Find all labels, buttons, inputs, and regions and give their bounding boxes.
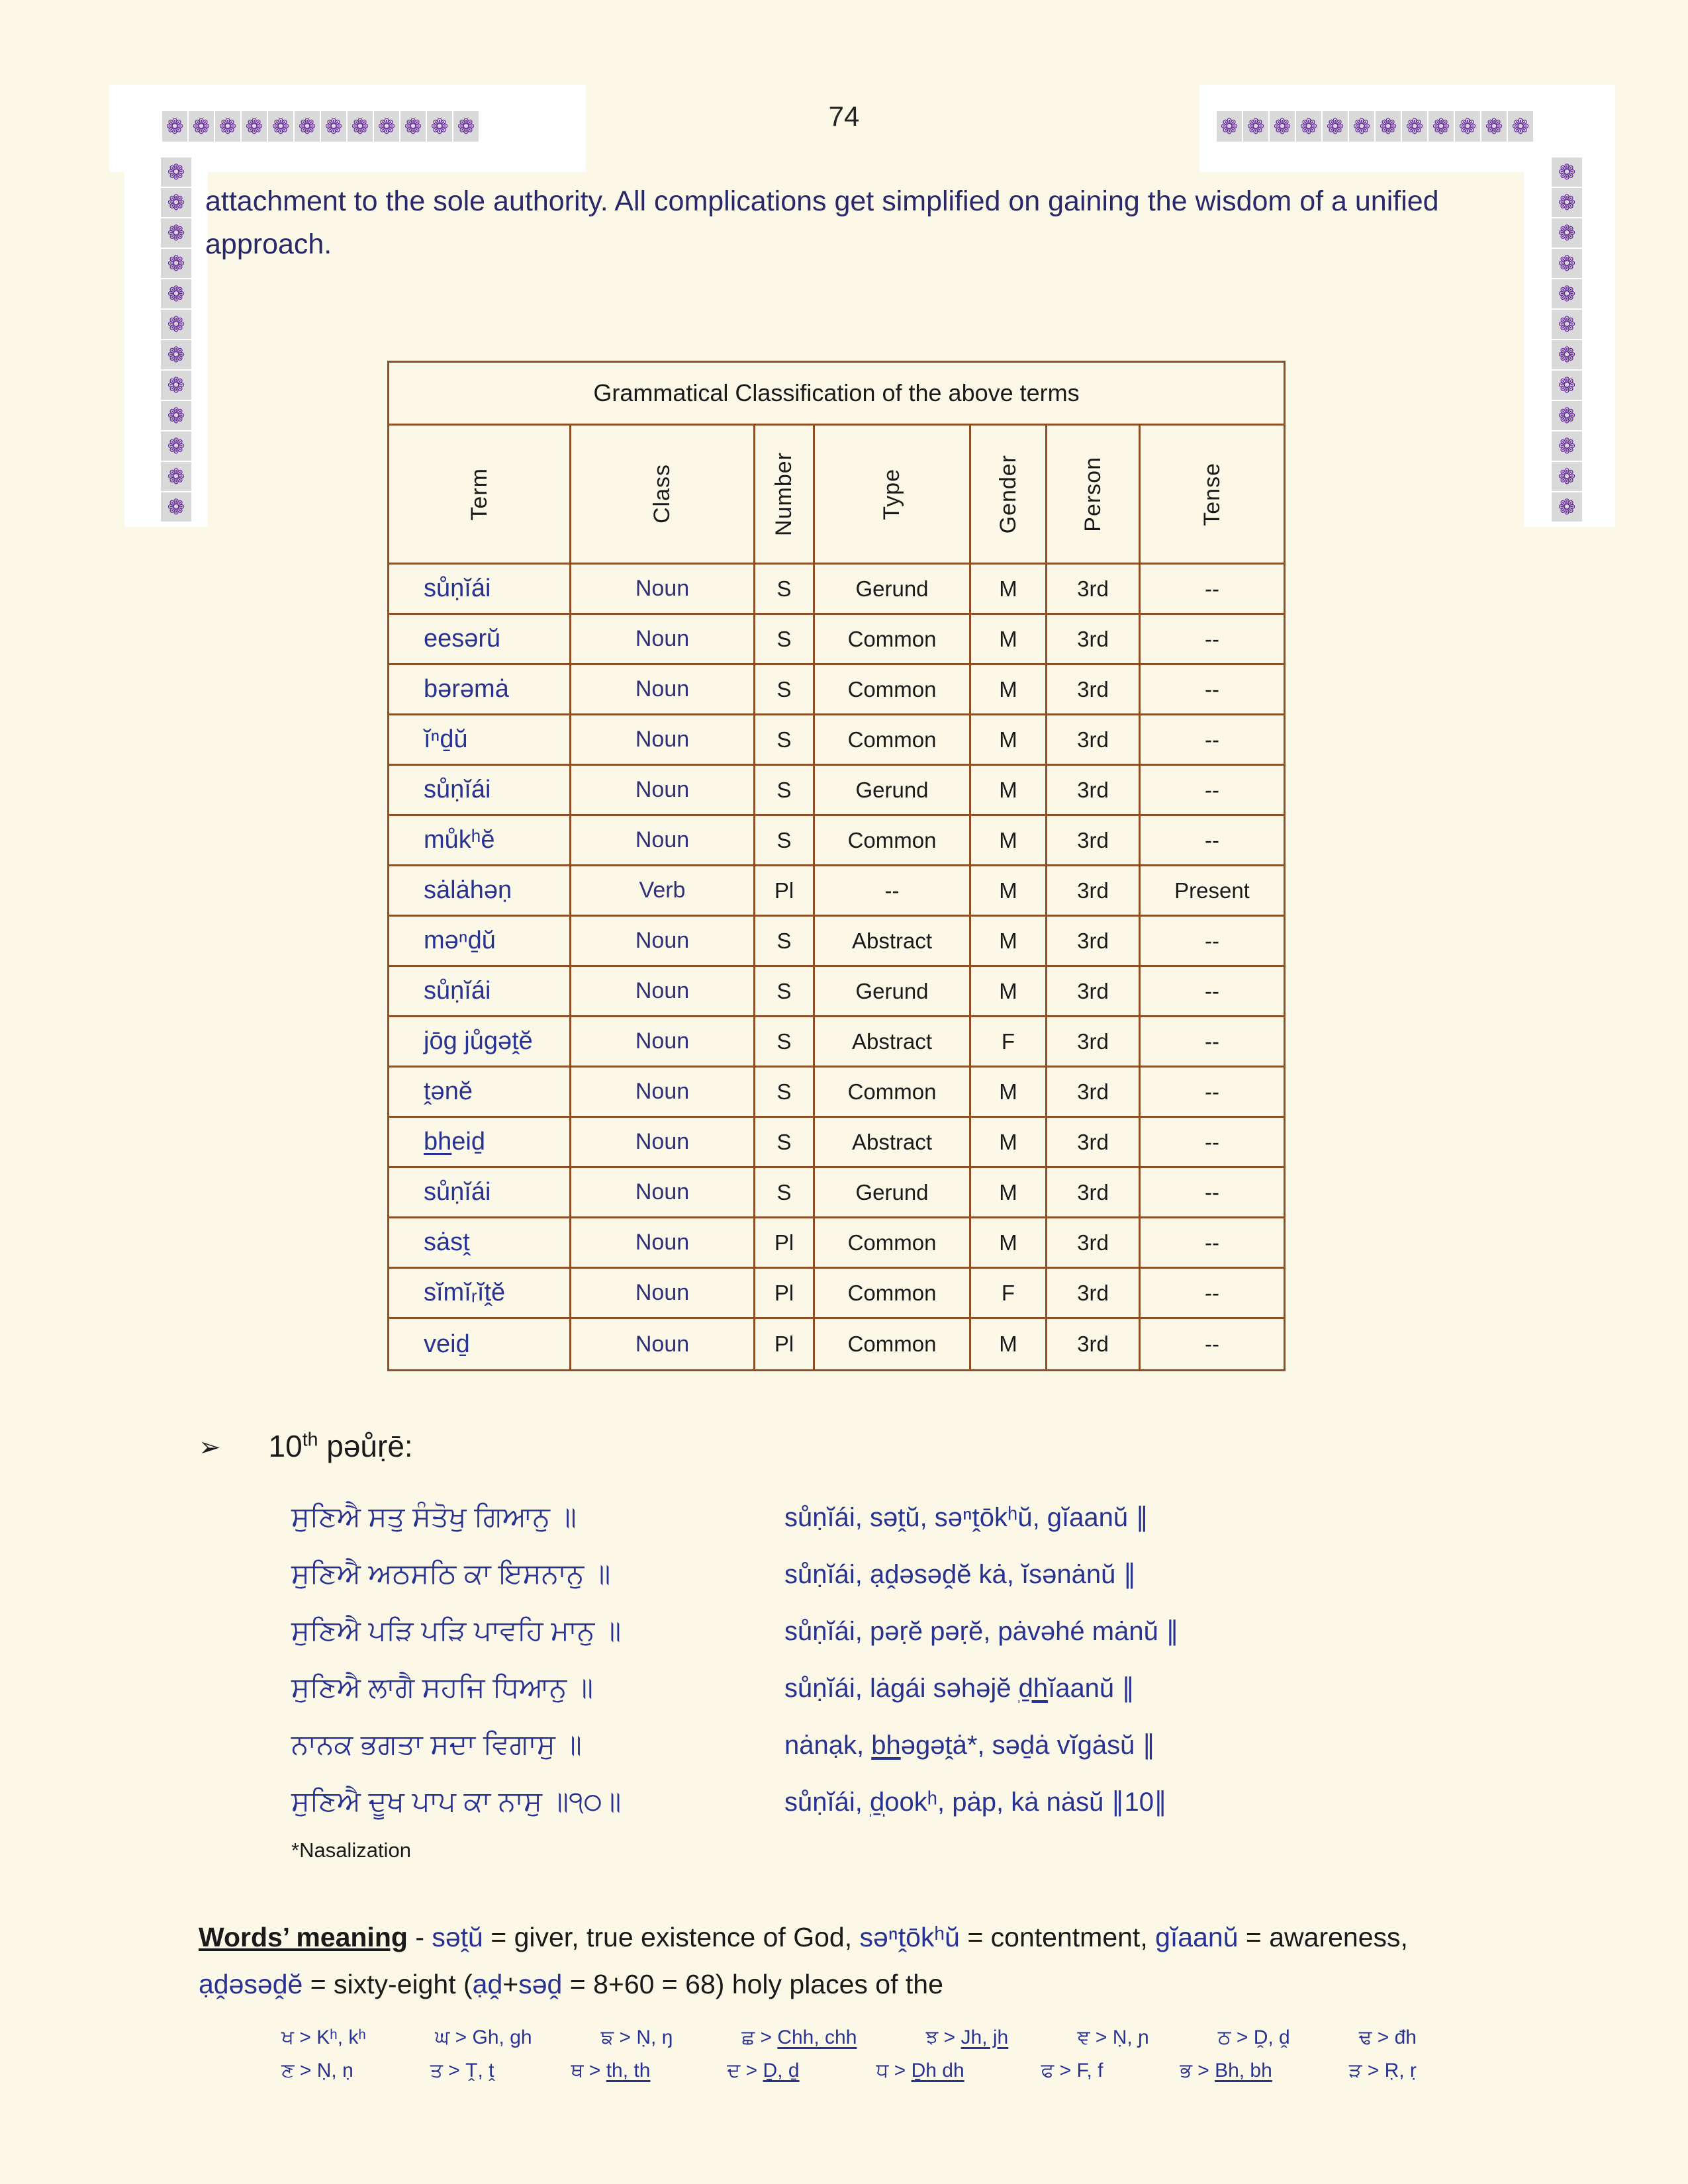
term-cell: sůṇĭái (389, 766, 571, 816)
flower-icon: ❁ (1552, 340, 1582, 369)
flower-icon: ❁ (161, 371, 191, 400)
transliteration-text: nȧnạk, bhəgəṱȧ*, səḏȧ vĭgȧsŭ ∥ (784, 1731, 1156, 1760)
transliteration-text: sůṇĭái, pəṛĕ pəṛĕ, pȧvəhé mȧnŭ ∥ (784, 1617, 1179, 1646)
flower-icon: ❁ (427, 111, 452, 142)
flower-icon: ❁ (161, 158, 191, 187)
class-cell: Noun (571, 565, 755, 615)
gurmukhi-text: ਸੁਣਿਐ ਸਤੁ ਸੰਤੋਖੁ ਗਿਆਨੁ ॥ (291, 1501, 577, 1532)
latin-equivalent: Ṱ, ṱ (465, 2060, 494, 2081)
flower-icon: ❁ (1349, 111, 1374, 142)
class-cell: Noun (571, 1068, 755, 1118)
type-cell: Common (815, 1218, 971, 1269)
flower-icon: ❁ (161, 188, 191, 217)
legend-item: ਢ > đh (1358, 2026, 1417, 2048)
gurmukhi-letter: ਞ (1077, 2026, 1090, 2048)
shabad-line (291, 1672, 1364, 1729)
type-cell: Abstract (815, 1017, 971, 1068)
flower-icon: ❁ (1552, 310, 1582, 339)
type-cell: Common (815, 665, 971, 715)
table-row (389, 715, 1284, 766)
term-cell: sůṇĭái (389, 1168, 571, 1218)
gurmukhi-letter: ਦ (727, 2060, 741, 2081)
number-cell: S (755, 565, 815, 615)
legend-item: ਙ > Ṇ, ŋ (600, 2026, 673, 2048)
gurmukhi-letter: ੜ (1348, 2060, 1362, 2081)
table-row (389, 1218, 1284, 1269)
person-cell: 3rd (1047, 615, 1141, 665)
gurmukhi-letter: ਙ (600, 2026, 614, 2048)
flower-icon: ❁ (161, 462, 191, 491)
class-cell: Noun (571, 1319, 755, 1369)
transliteration-text: sůṇĭái, ạḓəsəḓĕ kȧ, ĭsənȧnŭ ∥ (784, 1560, 1137, 1589)
gender-cell: M (971, 917, 1047, 967)
flower-icon: ❁ (1296, 111, 1321, 142)
class-cell: Verb (571, 866, 755, 917)
legend-item: ਦ > Ḏ, ḏ (727, 2060, 800, 2081)
legend-item: ਞ > Ṇ, ɲ (1077, 2026, 1149, 2048)
term-cell: eesərŭ (389, 615, 571, 665)
legend-item: ਧ > Ḏh dh (876, 2060, 964, 2081)
table-body (389, 565, 1284, 1369)
tense-cell: -- (1141, 917, 1284, 967)
tense-cell: -- (1141, 1218, 1284, 1269)
person-cell: 3rd (1047, 1319, 1141, 1369)
gurmukhi-letter: ਠ (1217, 2026, 1231, 2048)
number-cell: S (755, 766, 815, 816)
latin-equivalent: Ṇ, ṇ (316, 2060, 353, 2081)
flower-icon: ❁ (161, 401, 191, 430)
flower-icon: ❁ (268, 111, 293, 142)
flower-icon: ❁ (321, 111, 346, 142)
tense-cell: -- (1141, 1269, 1284, 1319)
gurmukhi-letter: ਥ (571, 2060, 584, 2081)
class-cell: Noun (571, 665, 755, 715)
type-cell: Abstract (815, 1118, 971, 1168)
flower-icon: ❁ (295, 111, 320, 142)
latin-equivalent: Ṛ, ṛ (1384, 2060, 1417, 2081)
table-row (389, 1319, 1284, 1369)
gender-cell: F (971, 1269, 1047, 1319)
flower-icon: ❁ (215, 111, 240, 142)
flower-icon: ❁ (1402, 111, 1427, 142)
legend-item: ਠ > Ḓ, ḓ (1217, 2026, 1290, 2048)
table-row (389, 816, 1284, 866)
person-cell: 3rd (1047, 1269, 1141, 1319)
table-row (389, 665, 1284, 715)
gurmukhi-letter: ਛ (741, 2026, 755, 2048)
type-cell: Abstract (815, 917, 971, 967)
class-cell: Noun (571, 1118, 755, 1168)
flower-icon: ❁ (161, 218, 191, 248)
latin-equivalent: th, th (606, 2060, 651, 2081)
term-cell: sůṇĭái (389, 565, 571, 615)
term-cell: sȧlȧhəṇ (389, 866, 571, 917)
flower-icon: ❁ (1552, 401, 1582, 430)
legend-item: ਖ > Kʰ, kʰ (281, 2026, 366, 2048)
latin-equivalent: Ḏ, ḏ (763, 2060, 800, 2081)
flower-icon: ❁ (1552, 432, 1582, 461)
gender-cell: M (971, 967, 1047, 1017)
tense-cell: -- (1141, 1168, 1284, 1218)
flower-icon: ❁ (374, 111, 399, 142)
flower-icon: ❁ (1552, 279, 1582, 308)
flower-icon: ❁ (1508, 111, 1533, 142)
words-meaning-paragraph: Words’ meaning - səṱŭ = giver, true existence of God, səⁿṱōkʰŭ = contentment, gĭaanŭ = awareness, ạḓəsəḓĕ = sixty-eight (ạḓ+səḓ = 8+60 = 68) holy places of the (199, 1922, 1408, 1999)
number-cell: S (755, 1168, 815, 1218)
flower-icon: ❁ (161, 340, 191, 369)
latin-equivalent: Chh, chh (777, 2026, 857, 2048)
gender-cell: M (971, 565, 1047, 615)
legend-item: ਥ > th, th (571, 2060, 651, 2081)
legend-item: ਛ > Chh, chh (741, 2026, 857, 2048)
page-number: 74 (828, 101, 860, 132)
person-cell: 3rd (1047, 967, 1141, 1017)
flower-icon: ❁ (161, 279, 191, 308)
gurmukhi-letter: ਢ (1358, 2026, 1372, 2048)
column-header-class: Class (571, 426, 755, 565)
legend-row (281, 2026, 1417, 2049)
flower-icon: ❁ (189, 111, 214, 142)
shabad-line (291, 1786, 1364, 1843)
flower-icon: ❁ (400, 111, 426, 142)
tense-cell: -- (1141, 565, 1284, 615)
gender-cell: M (971, 1319, 1047, 1369)
number-cell: S (755, 665, 815, 715)
type-cell: Gerund (815, 766, 971, 816)
transliteration-text: sůṇĭái, səṱŭ, səⁿṱōkʰŭ, gĭaanŭ ∥ (784, 1503, 1149, 1532)
term-cell: ṱənĕ (389, 1068, 571, 1118)
number-cell: S (755, 967, 815, 1017)
table-row (389, 1017, 1284, 1068)
legend-item: ਫ > F, f (1041, 2060, 1103, 2081)
person-cell: 3rd (1047, 665, 1141, 715)
gender-cell: M (971, 866, 1047, 917)
gurmukhi-letter: ਧ (876, 2060, 889, 2081)
number-cell: S (755, 1118, 815, 1168)
nasalization-note: *Nasalization (291, 1839, 411, 1862)
shabad-line (291, 1501, 1364, 1558)
table-row (389, 1269, 1284, 1319)
flower-icon: ❁ (1552, 218, 1582, 248)
table-row (389, 615, 1284, 665)
class-cell: Noun (571, 766, 755, 816)
gender-cell: M (971, 766, 1047, 816)
gurmukhi-text: ਸੁਣਿਐ ਦੂਖ ਪਾਪ ਕਾ ਨਾਸੁ ॥੧੦॥ (291, 1786, 622, 1817)
class-cell: Noun (571, 1218, 755, 1269)
table-row (389, 1068, 1284, 1118)
tense-cell: -- (1141, 766, 1284, 816)
type-cell: -- (815, 866, 971, 917)
person-cell: 3rd (1047, 917, 1141, 967)
term-cell: bh eiḏ (389, 1118, 571, 1168)
gurmukhi-text: ਸੁਣਿਐ ਲਾਗੈ ਸਹਜਿ ਧਿਆਨੁ ॥ (291, 1672, 594, 1703)
table-row (389, 1118, 1284, 1168)
shabad-line (291, 1558, 1364, 1615)
person-cell: 3rd (1047, 816, 1141, 866)
transliteration-text: sůṇĭái, lȧgái səhəjĕ ḏhĭaanŭ ∥ (784, 1674, 1135, 1703)
legend-item: ਭ > Bh, bh (1180, 2060, 1272, 2081)
number-cell: S (755, 816, 815, 866)
legend-item: ਘ > Gh, gh (434, 2026, 532, 2048)
gender-cell: M (971, 1068, 1047, 1118)
flower-icon: ❁ (1552, 158, 1582, 187)
term-cell: veiḏ (389, 1319, 571, 1369)
latin-equivalent: Bh, bh (1215, 2060, 1272, 2081)
class-cell: Noun (571, 615, 755, 665)
number-cell: Pl (755, 1319, 815, 1369)
tense-cell: -- (1141, 615, 1284, 665)
term-cell: sůṇĭái (389, 967, 571, 1017)
tense-cell: Present (1141, 866, 1284, 917)
table-row (389, 917, 1284, 967)
gurmukhi-letter: ਣ (281, 2060, 295, 2081)
column-header-person: Person (1047, 426, 1141, 565)
flower-border-left (161, 158, 191, 522)
flower-icon: ❁ (1552, 462, 1582, 491)
number-cell: Pl (755, 1269, 815, 1319)
gurmukhi-letter: ਫ (1041, 2060, 1055, 2081)
latin-equivalent: Ṇ, ɲ (1112, 2026, 1149, 2048)
flower-icon: ❁ (1376, 111, 1401, 142)
term-cell: məⁿḏŭ (389, 917, 571, 967)
tense-cell: -- (1141, 816, 1284, 866)
flower-icon: ❁ (348, 111, 373, 142)
flower-icon: ❁ (1552, 371, 1582, 400)
flower-icon: ❁ (453, 111, 479, 142)
person-cell: 3rd (1047, 1017, 1141, 1068)
latin-equivalent: F, f (1076, 2060, 1103, 2081)
flower-icon: ❁ (162, 111, 187, 142)
shabad-line (291, 1729, 1364, 1786)
gender-cell: M (971, 1168, 1047, 1218)
flower-icon: ❁ (1455, 111, 1480, 142)
latin-equivalent: Ḏh dh (911, 2060, 964, 2081)
latin-equivalent: Kʰ, kʰ (316, 2026, 366, 2048)
tense-cell: -- (1141, 665, 1284, 715)
column-header-term: Term (389, 426, 571, 565)
table-row (389, 766, 1284, 816)
gender-cell: M (971, 665, 1047, 715)
number-cell: S (755, 917, 815, 967)
shabad-line (291, 1615, 1364, 1672)
flower-icon: ❁ (161, 492, 191, 522)
flower-icon: ❁ (1552, 492, 1582, 522)
column-header-type: Type (815, 426, 971, 565)
latin-equivalent: đh (1394, 2026, 1417, 2048)
class-cell: Noun (571, 816, 755, 866)
gender-cell: M (971, 615, 1047, 665)
legend-item: ਤ > Ṱ, ṱ (430, 2060, 494, 2081)
legend-item: ਝ > Jh, jh (925, 2026, 1009, 2048)
person-cell: 3rd (1047, 1218, 1141, 1269)
number-cell: S (755, 1017, 815, 1068)
flower-icon: ❁ (1552, 249, 1582, 278)
gurmukhi-letter: ਖ (281, 2026, 295, 2048)
column-header-tense: Tense (1141, 426, 1284, 565)
table-row (389, 866, 1284, 917)
gurmukhi-letter: ਘ (434, 2026, 450, 2048)
arrow-bullet-icon: ➢ (199, 1433, 221, 1462)
transliteration-text: sůṇĭái, ḏookʰ, pȧp, kȧ nȧsŭ ∥10∥ (784, 1788, 1167, 1817)
gurmukhi-text: ਨਾਨਕ ਭਗਤਾ ਸਦਾ ਵਿਗਾਸੁ ॥ (291, 1729, 582, 1760)
type-cell: Common (815, 1319, 971, 1369)
person-cell: 3rd (1047, 715, 1141, 766)
flower-icon: ❁ (1270, 111, 1295, 142)
tense-cell: -- (1141, 715, 1284, 766)
intro-paragraph: attachment to the sole authority. All complications get simplified on gaining the wisdom of a unified approach. (205, 185, 1439, 260)
type-cell: Common (815, 715, 971, 766)
class-cell: Noun (571, 1269, 755, 1319)
flower-icon: ❁ (161, 310, 191, 339)
paurhi-heading (199, 1428, 413, 1464)
person-cell: 3rd (1047, 766, 1141, 816)
class-cell: Noun (571, 917, 755, 967)
table-row (389, 1168, 1284, 1218)
paurhi-heading-text: 10th pəůṛē: (268, 1429, 413, 1463)
class-cell: Noun (571, 967, 755, 1017)
term-cell: sȧsṱ (389, 1218, 571, 1269)
type-cell: Gerund (815, 565, 971, 615)
type-cell: Common (815, 615, 971, 665)
gender-cell: F (971, 1017, 1047, 1068)
gender-cell: M (971, 715, 1047, 766)
flower-icon: ❁ (1481, 111, 1507, 142)
flower-icon: ❁ (161, 432, 191, 461)
gurmukhi-letter: ਭ (1180, 2060, 1192, 2081)
number-cell: S (755, 715, 815, 766)
type-cell: Common (815, 816, 971, 866)
legend-row (281, 2060, 1417, 2082)
gender-cell: M (971, 816, 1047, 866)
class-cell: Noun (571, 715, 755, 766)
number-cell: S (755, 615, 815, 665)
latin-equivalent: Gh, gh (472, 2026, 532, 2048)
table-header-row (389, 426, 1284, 565)
legend-item: ੜ > Ṛ, ṛ (1348, 2060, 1417, 2081)
type-cell: Gerund (815, 967, 971, 1017)
table-row (389, 565, 1284, 615)
person-cell: 3rd (1047, 1168, 1141, 1218)
latin-equivalent: Jh, jh (961, 2026, 1009, 2048)
term-cell: ĭⁿḏŭ (389, 715, 571, 766)
column-header-number: Number (755, 426, 815, 565)
number-cell: Pl (755, 1218, 815, 1269)
number-cell: S (755, 1068, 815, 1118)
gurmukhi-text: ਸੁਣਿਐ ਅਠਸਠਿ ਕਾ ਇਸਨਾਨੁ ॥ (291, 1558, 611, 1589)
legend-item: ਣ > Ṇ, ṇ (281, 2060, 353, 2081)
number-cell: Pl (755, 866, 815, 917)
tense-cell: -- (1141, 1017, 1284, 1068)
type-cell: Common (815, 1269, 971, 1319)
term-cell: bərəmȧ (389, 665, 571, 715)
class-cell: Noun (571, 1017, 755, 1068)
class-cell: Noun (571, 1168, 755, 1218)
term-cell: jōg jůgəṱĕ (389, 1017, 571, 1068)
latin-equivalent: Ḓ, ḓ (1253, 2026, 1290, 2048)
person-cell: 3rd (1047, 1068, 1141, 1118)
person-cell: 3rd (1047, 1118, 1141, 1168)
phonetic-legend (281, 2026, 1417, 2093)
flower-icon: ❁ (161, 249, 191, 278)
gurmukhi-text: ਸੁਣਿਐ ਪੜਿ ਪੜਿ ਪਾਵਹਿ ਮਾਨੁ ॥ (291, 1615, 622, 1646)
tense-cell: -- (1205, 1332, 1219, 1356)
person-cell: 3rd (1047, 565, 1141, 615)
tense-cell: -- (1141, 1118, 1284, 1168)
shabad-block (291, 1501, 1364, 1843)
column-header-gender: Gender (971, 426, 1047, 565)
person-cell: 3rd (1047, 866, 1141, 917)
gurmukhi-letter: ਝ (925, 2026, 939, 2048)
tense-cell: -- (1141, 1068, 1284, 1118)
tense-cell: -- (1141, 967, 1284, 1017)
flower-icon: ❁ (1552, 188, 1582, 217)
type-cell: Gerund (815, 1168, 971, 1218)
flower-border-right (1552, 158, 1582, 522)
flower-icon: ❁ (1323, 111, 1348, 142)
latin-equivalent: Ṇ, ŋ (636, 2026, 673, 2048)
gender-cell: M (971, 1118, 1047, 1168)
term-cell: sĭmĭᵣĭṱĕ (389, 1269, 571, 1319)
type-cell: Common (815, 1068, 971, 1118)
grammar-table (387, 361, 1286, 1371)
flower-icon: ❁ (242, 111, 267, 142)
flower-icon: ❁ (1217, 111, 1242, 142)
flower-icon: ❁ (1243, 111, 1268, 142)
term-cell: můkʰĕ (389, 816, 571, 866)
flower-icon: ❁ (1429, 111, 1454, 142)
gurmukhi-letter: ਤ (430, 2060, 443, 2081)
gender-cell: M (971, 1218, 1047, 1269)
table-title: Grammatical Classification of the above terms (389, 363, 1284, 426)
table-row (389, 967, 1284, 1017)
